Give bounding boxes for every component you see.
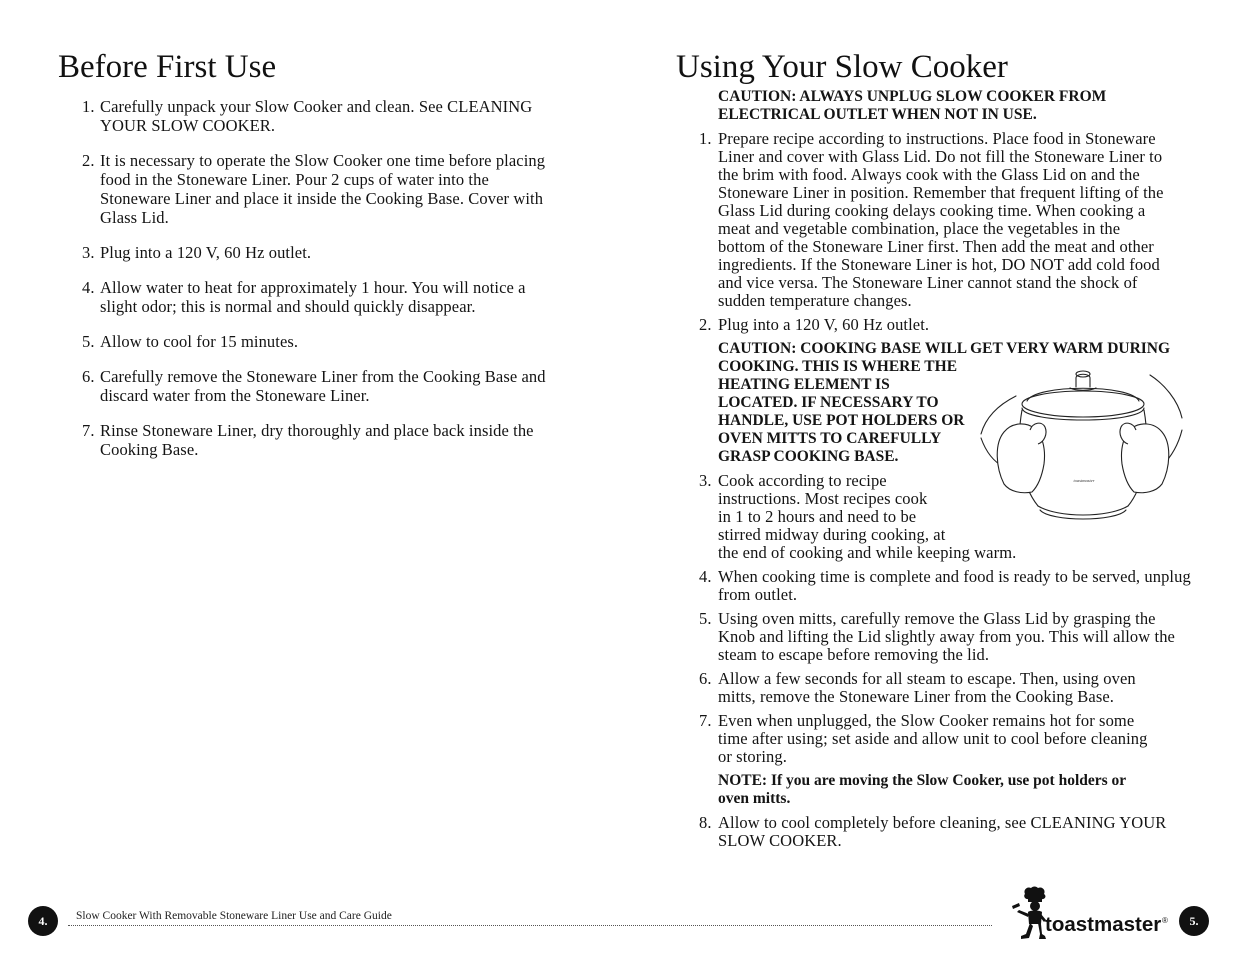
before-first-use-steps: [82, 97, 546, 475]
caution-cooking-base: CAUTION: COOKING BASE WILL GET VERY WARM DURING COOKING. THIS IS WHERE THE HEATING ELEMENT IS LOCATED. IF NECESSARY TO HANDLE, USE POT HOLDERS OR OVEN MITTS TO CAREFULLY GRASP COOKING BASE.: [718, 340, 1171, 465]
step-number: 4.: [699, 567, 712, 586]
step-text: Even when unplugged, the Slow Cooker remains hot for some time after using; set aside and allow unit to cool before cleaning or storing.: [718, 711, 1148, 766]
right-page-number-badge: [1179, 906, 1209, 936]
step-number: 6.: [82, 367, 95, 386]
step-number: 4.: [82, 278, 95, 297]
step-number: 7.: [699, 711, 712, 730]
step-item: [82, 421, 546, 459]
step-item: [82, 367, 546, 405]
pot-rim: [1022, 408, 1144, 420]
step-item: [699, 130, 1191, 310]
step-number: 8.: [699, 813, 712, 832]
guide-title: Slow Cooker With Removable Stoneware Liner Use and Care Guide: [76, 910, 392, 922]
chef-body: [1028, 911, 1042, 925]
step-number: 2.: [699, 315, 712, 334]
pot-bottom: [1038, 506, 1128, 515]
step-number: 7.: [82, 421, 95, 440]
step-item: [82, 332, 546, 351]
note-moving: NOTE: If you are moving the Slow Cooker, use pot holders or oven mitts.: [718, 772, 1127, 807]
step-text: Using oven mitts, carefully remove the Glass Lid by grasping the Knob and lifting the Lid slightly away from you. This will allow the steam to escape before removing the lid.: [718, 609, 1175, 664]
step-item: [82, 97, 546, 135]
chef-hat: [1024, 887, 1045, 900]
step-item: [699, 670, 1191, 706]
pot-logo-label: toastmaster: [1073, 478, 1095, 483]
step-number: 6.: [699, 669, 712, 688]
step-item: [699, 316, 1191, 334]
step-text: Allow a few seconds for all steam to escape. Then, using oven mitts, remove the Stoneware Liner from the Cooking Base.: [718, 669, 1136, 706]
step-item: [82, 151, 546, 227]
step-text: Carefully remove the Stoneware Liner from the Cooking Base and discard water from the Stoneware Liner.: [100, 367, 546, 405]
left-page-number-badge: [28, 906, 58, 936]
step-number: 1.: [82, 97, 95, 116]
glass-lid: [1022, 371, 1144, 417]
lid-edge: [1022, 391, 1144, 417]
step-item: [82, 278, 546, 316]
right-sleeve-top: [1150, 375, 1182, 418]
step-text: Prepare recipe according to instructions. Place food in Stoneware Liner and cover with Glass Lid. Do not fill the Stoneware Liner to the brim with food. Always cook with the Glass Lid on and the Stoneware Liner in position. Remember that frequent lifting of the Glass Lid during cooking delays cooking time. When cooking a meat and vegetable combination, place the vegetables in the bottom of the Stoneware Liner first. Then add the meat and other ingredients. If the Stoneware Liner is hot, DO NOT add cold food and vice versa. The Stoneware Liner cannot stand the shock of sudden temperature changes.: [718, 129, 1164, 310]
right-page-title: Using Your Slow Cooker: [676, 49, 1008, 85]
step-text: When cooking time is complete and food is ready to be served, unplug from outlet.: [718, 567, 1191, 604]
right-oven-mitt: [1120, 375, 1182, 493]
caution-unplug: CAUTION: ALWAYS UNPLUG SLOW COOKER FROM ELECTRICAL OUTLET WHEN NOT IN USE.: [718, 88, 1107, 123]
step-text: Cook according to recipe instructions. Most recipes cook in 1 to 2 hours and need to be stirred midway during cooking, at the end of cooking and while keeping warm.: [718, 471, 1017, 562]
step-text: Carefully unpack your Slow Cooker and clean. See CLEANING YOUR SLOW COOKER.: [100, 97, 533, 135]
step-text: Allow to cool for 15 minutes.: [100, 332, 299, 351]
step-number: 3.: [699, 471, 712, 490]
chef-left-arm: [1017, 910, 1029, 917]
left-page-title: Before First Use: [58, 49, 277, 85]
left-page-number: 4.: [38, 913, 48, 928]
toastmaster-logo-text: toastmaster: [1045, 913, 1162, 936]
step-number: 5.: [699, 609, 712, 628]
chef-left-leg: [1021, 923, 1033, 939]
step-item: [82, 243, 546, 262]
footer-dotted-rule: [68, 925, 992, 926]
step-text: Plug into a 120 V, 60 Hz outlet.: [718, 315, 930, 334]
step-number: 3.: [82, 243, 95, 262]
registered-mark: ®: [1162, 916, 1168, 925]
step-text: Rinse Stoneware Liner, dry thoroughly and place back inside the Cooking Base.: [100, 421, 534, 459]
step-text: It is necessary to operate the Slow Cooker one time before placing food in the Stoneware Liner. Pour 2 cups of water into the Stoneware Liner and place it inside the Cooking Base. Cover with Glass Lid.: [100, 151, 546, 227]
step-item: [699, 712, 1191, 766]
right-page-number: 5.: [1189, 913, 1199, 928]
chef-spatula: [1012, 903, 1020, 909]
step-item: [699, 610, 1191, 664]
step-number: 1.: [699, 129, 712, 148]
step-text: Allow to cool completely before cleaning, see CLEANING YOUR SLOW COOKER.: [718, 813, 1167, 850]
chef-head: [1030, 901, 1040, 911]
step-item: [699, 814, 1191, 850]
slow-cooker-mitts-illustration: [978, 364, 1184, 524]
step-text: Allow water to heat for approximately 1 hour. You will notice a slight odor; this is normal and should quickly disappear.: [100, 278, 526, 316]
step-number: 2.: [82, 151, 95, 170]
step-text: Plug into a 120 V, 60 Hz outlet.: [100, 243, 312, 262]
chef-mascot-icon: [1011, 886, 1047, 942]
left-oven-mitt: [981, 396, 1046, 493]
step-item: [699, 568, 1191, 604]
step-number: 5.: [82, 332, 95, 351]
